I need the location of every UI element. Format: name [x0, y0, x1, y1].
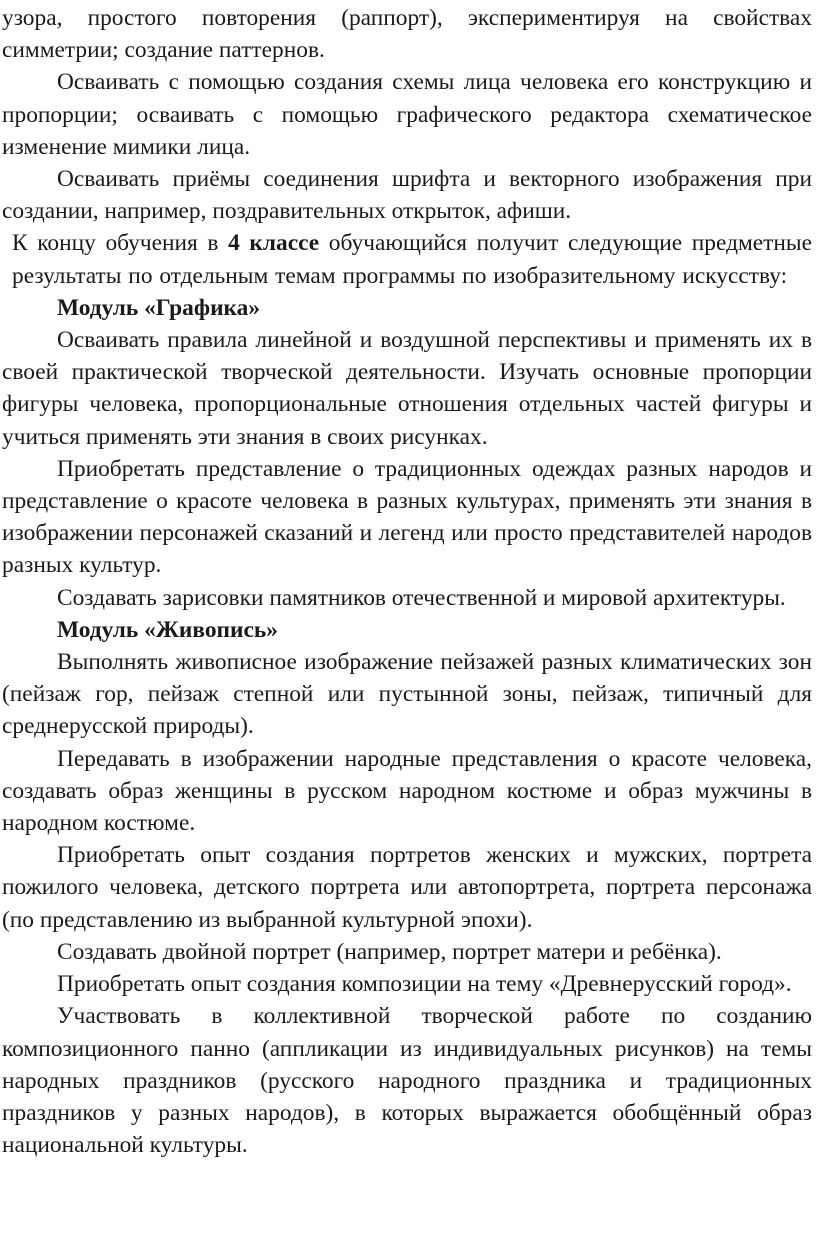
paragraph-face-scheme: Осваивать с помощью создания схемы лица человека его конструкцию и пропорции; осваивать с помощью графического редактора схематическое изменение мимики лица.: [2, 69, 812, 160]
paragraph-portraits: Приобретать опыт создания портретов женских и мужских, портрета пожилого человека, детского портрета или автопортрета, портрета персонажа (по представлению из выбранной культурной эпохи).: [2, 842, 812, 933]
paragraph-architecture-sketches: Создавать зарисовки памятников отечественной и мировой архитектуры.: [57, 584, 786, 611]
paragraph-collective-panel: Участвовать в коллективной творческой работе по созданию композиционного панно (аппликации из индивидуальных рисунков) на темы народных праздников (русского народного праздника и традиционных праздников у разных народов), в которых выражается обобщённый образ национальной культуры.: [2, 1003, 812, 1159]
grade4-bold-label: 4 классе: [228, 230, 320, 257]
paragraph-perspective: Осваивать правила линейной и воздушной перспективы и применять их в своей практической творческой деятельности. Изучать основные пропорции фигуры человека, пропорциональные отношения отдельных частей фигуры и учиться применять эти знания в своих рисунках.: [2, 327, 812, 450]
paragraph-ornament-continuation: узора, простого повторения (раппорт), экспериментируя на свойствах симметрии; создание паттернов.: [2, 5, 812, 64]
paragraph-double-portrait: Создавать двойной портрет (например, портрет матери и ребёнка).: [57, 938, 722, 965]
paragraph-landscapes: Выполнять живописное изображение пейзажей разных климатических зон (пейзаж гор, пейзаж степной или пустынной зоны, пейзаж, типичный для среднерусской природы).: [2, 649, 812, 740]
grade4-intro-text-start: К концу обучения в: [12, 230, 229, 257]
paragraph-folk-beauty: Передавать в изображении народные представления о красоте человека, создавать образ женщины в русском народном костюме и образ мужчины в народном костюме.: [2, 745, 812, 837]
paragraph-font-vector: Осваивать приёмы соединения шрифта и векторного изображения при создании, например, поздравительных открыток, афиши.: [2, 166, 812, 225]
heading-module-graphics: Модуль «Графика»: [57, 294, 261, 321]
paragraph-old-russian-city: Приобретать опыт создания композиции на тему «Древнерусский город».: [57, 971, 792, 998]
heading-module-painting: Модуль «Живопись»: [57, 616, 278, 643]
grade4-intro-text-end: обучающийся получит следующие предметные результаты по отдельным темам программы по изобразительному искусству:: [12, 230, 812, 289]
paragraph-traditional-clothing: Приобретать представление о традиционных одеждах разных народов и представление о красоте человека в разных культурах, применять эти знания в изображении персонажей сказаний и легенд или просто представителей народов разных культур.: [2, 455, 812, 579]
paragraph-grade4-intro: [12, 227, 812, 291]
